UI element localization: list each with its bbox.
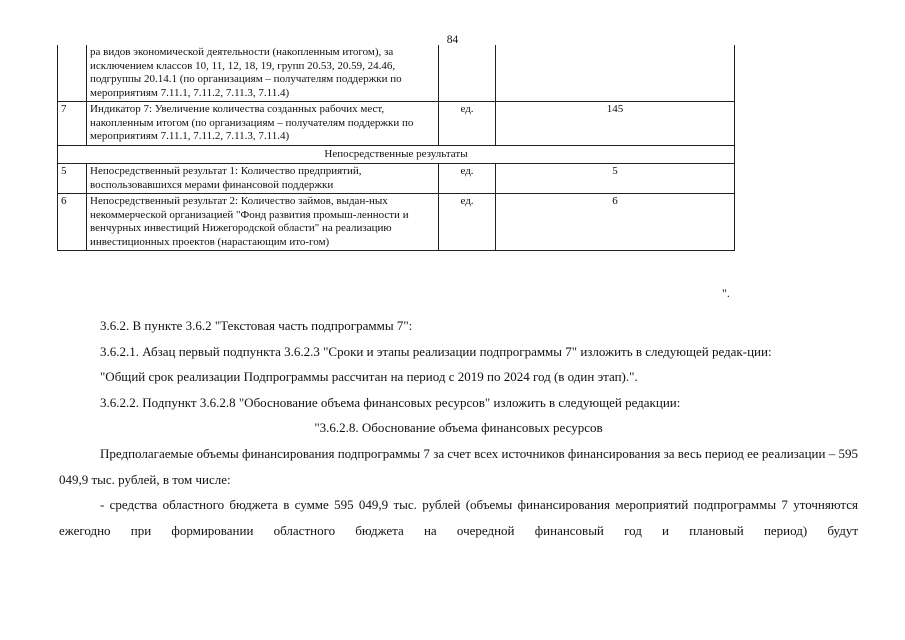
value-cell: 5 [496,164,735,194]
unit-cell [439,45,496,102]
table-close-quote: ". [722,286,730,300]
row-number-cell: 7 [58,102,87,146]
paragraph: 3.6.2.1. Абзац первый подпункта 3.6.2.3 "Сроки и этапы реализации подпрограммы 7" изложить в следующей редак-ции: [100,343,772,359]
result-text-cell: Непосредственный результат 1: Количество предприятий, воспользовавшихся мерами финансовой поддержки [87,164,439,194]
page-number: 84 [446,34,459,46]
indicator-text-cell: Индикатор 7: Увеличение количества созданных рабочих мест, накопленным итогом (по организациям – получателям поддержки по мероприятиям 7.11.1, 7.11.2, 7.11.3, 7.11.4) [87,102,439,146]
unit-cell: ед. [439,164,496,194]
row-number-cell [58,45,87,102]
paragraph: 3.6.2. В пункте 3.6.2 "Текстовая часть подпрограммы 7": [100,318,413,333]
result-text-cell: Непосредственный результат 2: Количество займов, выдан-ных некоммерческой организацией "Фонд развития промыш-ленности и венчурных инвестиций Нижегородской области" на реализацию инвестиционных проектов (нарастающим ито-гом) [87,194,439,251]
value-cell: 145 [496,102,735,146]
document-body [59,313,858,543]
paragraph: Предполагаемые объемы финансирования подпрограммы 7 за счет всех источников финансирования за весь период ее реализации – 595 049,9 тыс. рублей, в том числе: [59,445,858,487]
table-row [58,164,735,194]
value-cell: 6 [496,194,735,251]
indicators-table [57,45,735,251]
section-header: Непосредственные результаты [58,145,735,164]
unit-cell: ед. [439,194,496,251]
row-number-cell: 6 [58,194,87,251]
row-number-cell: 5 [58,164,87,194]
subsection-heading: "3.6.2.8. Обоснование объема финансовых ресурсов [314,420,603,436]
value-cell [496,45,735,102]
table-row [58,45,735,102]
table-row [58,102,735,146]
paragraph: "Общий срок реализации Подпрограммы рассчитан на период с 2019 по 2024 год (в один этап).". [100,369,638,385]
indicator-text-cell: ра видов экономической деятельности (накопленным итогом), за исключением классов 10, 11, 12, 18, 19, групп 20.53, 20.59, 24.46, подгруппы 20.14.1 (по организациям – получателям поддержки по мероприятиям 7.11.1, 7.11.2, 7.11.3, 7.11.4) [87,45,439,102]
paragraph: 3.6.2.2. Подпункт 3.6.2.8 "Обоснование объема финансовых ресурсов" изложить в следующей редакции: [100,394,681,410]
unit-cell: ед. [439,102,496,146]
section-header-row [58,145,735,164]
paragraph: - средства областного бюджета в сумме 595 049,9 тыс. рублей (объемы финансирования мероприятий подпрограммы 7 уточняются ежегодно при формировании областного бюджета на очередной финансовый год и плановый период) будут [59,497,858,538]
table-row [58,194,735,251]
